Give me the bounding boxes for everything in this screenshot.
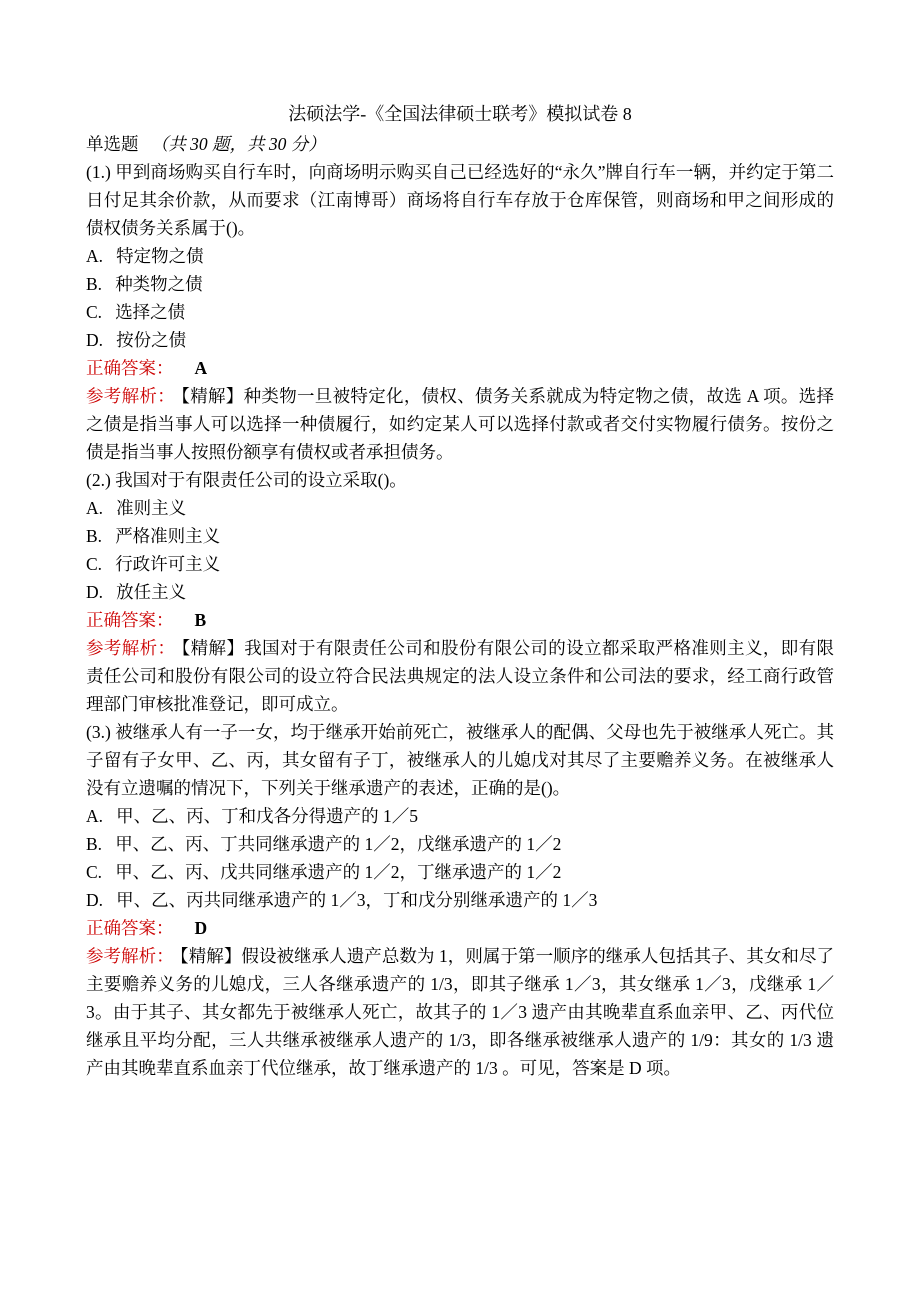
analysis-label: 参考解析： <box>86 638 176 658</box>
analysis-label: 参考解析： <box>86 946 174 966</box>
option-row-a <box>86 242 834 270</box>
option-row-d <box>86 886 834 914</box>
option-row-d <box>86 578 834 606</box>
question-block-3 <box>86 718 834 1082</box>
analysis-paragraph <box>86 634 834 718</box>
option-letter: B. <box>86 526 103 546</box>
analysis-label: 参考解析： <box>86 386 176 406</box>
option-letter: C. <box>86 862 103 882</box>
answer-line <box>86 354 834 382</box>
option-letter: A. <box>86 806 104 826</box>
section-count-meta: （共 30 题，共 30 分） <box>150 134 326 154</box>
option-text: 准则主义 <box>116 498 187 518</box>
option-row-a <box>86 494 834 522</box>
option-row-c <box>86 858 834 886</box>
option-row-b <box>86 830 834 858</box>
option-row-b <box>86 522 834 550</box>
answer-label: 正确答案： <box>86 918 174 938</box>
question-block-1 <box>86 158 834 466</box>
option-text: 放任主义 <box>116 582 187 602</box>
analysis-text: 【精解】假设被继承人遗产总数为 1，则属于第一顺序的继承人包括其子、其女和尽了主要赡养义务的儿媳戊，三人各继承遗产的 1/3，即其子继承 1／3，其女继承 1／3，戊继承 1／3。由于其子、其女都先于被继承人死亡，故其子的 1／3 遗产由其晚辈直系血亲甲、乙、丙代位继承且平均分配，三人共继承被继承人遗产的 1/3，即各继承被继承人遗产的 1/9：其女的 1/3 遗产由其晚辈直系血亲丁代位继承，故丁继承遗产的 1/3 。可见，答案是 D 项。 <box>86 946 835 1078</box>
section-type-label: 单选题 <box>86 134 139 154</box>
option-row-b <box>86 270 834 298</box>
option-text: 种类物之债 <box>115 274 203 294</box>
question-stem: (1.) 甲到商场购买自行车时，向商场明示购买自己已经选好的“永久”牌自行车一辆，并约定于第二日付足其余价款，从而要求（江南博哥）商场将自行车存放于仓库保管，则商场和甲之间形成的债权债务关系属于()。 <box>86 162 834 238</box>
section-header <box>86 130 834 158</box>
option-row-a <box>86 802 834 830</box>
option-letter: D. <box>86 582 104 602</box>
answer-value: B <box>194 610 207 630</box>
option-text: 选择之债 <box>115 302 186 322</box>
answer-line <box>86 914 834 942</box>
answer-label: 正确答案： <box>86 358 174 378</box>
question-stem: (3.) 被继承人有一子一女，均于继承开始前死亡，被继承人的配偶、父母也先于被继承人死亡。其子留有子女甲、乙、丙，其女留有子丁，被继承人的儿媳戊对其尽了主要赡养义务。在被继承人没有立遗嘱的情况下，下列关于继承遗产的表述，正确的是()。 <box>86 722 834 798</box>
option-letter: A. <box>86 498 104 518</box>
option-text: 行政许可主义 <box>115 554 221 574</box>
option-text: 按份之债 <box>116 330 187 350</box>
option-row-d <box>86 326 834 354</box>
answer-label: 正确答案： <box>86 610 174 630</box>
option-letter: C. <box>86 554 103 574</box>
answer-value: A <box>194 358 208 378</box>
answer-value: D <box>194 918 208 938</box>
page-title: 法硕法学-《全国法律硕士联考》模拟试卷 8 <box>288 104 632 124</box>
option-letter: D. <box>86 890 104 910</box>
option-row-c <box>86 550 834 578</box>
option-letter: D. <box>86 330 104 350</box>
analysis-paragraph <box>86 942 834 1082</box>
option-text: 特定物之债 <box>116 246 204 266</box>
question-block-2 <box>86 466 834 718</box>
option-letter: C. <box>86 302 103 322</box>
option-letter: A. <box>86 246 104 266</box>
option-text: 甲、乙、丙、戊共同继承遗产的 1／2，丁继承遗产的 1／2 <box>115 862 562 882</box>
option-text: 甲、乙、丙共同继承遗产的 1／3，丁和戊分别继承遗产的 1／3 <box>116 890 598 910</box>
option-text: 甲、乙、丙、丁和戊各分得遗产的 1／5 <box>116 806 419 826</box>
option-text: 甲、乙、丙、丁共同继承遗产的 1／2，戊继承遗产的 1／2 <box>115 834 562 854</box>
option-row-c <box>86 298 834 326</box>
option-letter: B. <box>86 834 103 854</box>
analysis-paragraph <box>86 382 834 466</box>
option-letter: B. <box>86 274 103 294</box>
answer-line <box>86 606 834 634</box>
analysis-text: 【精解】我国对于有限责任公司和股份有限公司的设立都采取严格准则主义，即有限责任公司和股份有限公司的设立符合民法典规定的法人设立条件和公司法的要求，经工商行政管理部门审核批准登记，即可成立。 <box>86 638 834 714</box>
question-stem: (2.) 我国对于有限责任公司的设立采取()。 <box>86 470 407 490</box>
option-text: 严格准则主义 <box>115 526 221 546</box>
analysis-text: 【精解】种类物一旦被特定化，债权、债务关系就成为特定物之债，故选 A 项。选择之债是指当事人可以选择一种债履行，如约定某人可以选择付款或者交付实物履行债务。按份之债是指当事人按照份额享有债权或者承担债务。 <box>86 386 835 462</box>
